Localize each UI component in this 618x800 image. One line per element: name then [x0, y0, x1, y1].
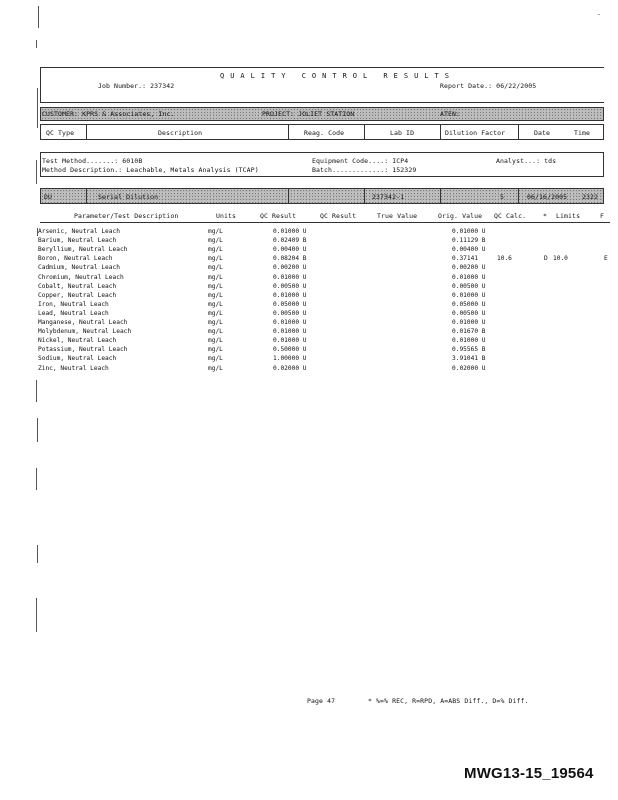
divider	[518, 124, 519, 140]
cell-orig-value: 0.00400 U	[452, 246, 486, 254]
hdr-star: *	[543, 212, 548, 220]
hdr-qc-result: QC Result	[260, 212, 297, 220]
hdr-orig-value: Orig. Value	[438, 212, 483, 220]
cell-orig-value: 3.91041 B	[452, 355, 486, 363]
cell-orig-value: 0.01000 U	[452, 337, 486, 345]
scan-mark	[36, 160, 37, 184]
col-reag-code: Reag. Code	[304, 129, 345, 137]
legend: * %=% REC, R=RPD, A=ABS Diff., D=% Diff.	[368, 697, 529, 705]
cell-qc-result: 0.08204 B	[273, 255, 307, 263]
hdr-qc-calc: QC Calc.	[494, 212, 527, 220]
cell-units: mg/L	[208, 255, 223, 263]
cell-parameter: Cadmium, Neutral Leach	[38, 264, 120, 272]
cell-units: mg/L	[208, 237, 223, 245]
cell-units: mg/L	[208, 282, 223, 290]
divider	[288, 124, 289, 140]
scan-mark	[37, 88, 38, 128]
cell-orig-value: 0.01000 U	[452, 291, 486, 299]
divider	[364, 188, 365, 204]
cell-units: mg/L	[208, 309, 223, 317]
equipment-code: Equipment Code....: ICP4	[312, 157, 409, 165]
cell-orig-value: 0.00500 U	[452, 282, 486, 290]
cell-parameter: Cobalt, Neutral Leach	[38, 282, 117, 290]
batch: Batch.............: 152329	[312, 166, 417, 174]
cell-parameter: Chromium, Neutral Leach	[38, 273, 124, 281]
divider	[86, 188, 87, 204]
cell-parameter: Nickel, Neutral Leach	[38, 337, 117, 345]
qc-type-value: DU	[44, 193, 53, 201]
cell-qc-result: 0.01000 U	[273, 328, 307, 336]
scan-mark	[38, 6, 39, 28]
cell-parameter: Manganese, Neutral Leach	[38, 319, 128, 326]
cell-parameter: Beryllium, Neutral Leach	[38, 246, 128, 254]
cell-orig-value: 0.95565 B	[452, 346, 486, 354]
cell-flag: E	[604, 255, 608, 263]
scan-mark	[36, 598, 37, 632]
qc-time-value: 2322	[582, 193, 599, 201]
divider	[288, 188, 289, 204]
hdr-f: F	[600, 212, 605, 220]
cell-parameter: Copper, Neutral Leach	[38, 291, 117, 299]
cell-orig-value: 0.02000 U	[452, 364, 486, 372]
cell-units: mg/L	[208, 346, 223, 354]
report-title: QUALITY CONTROL RESULTS	[220, 72, 455, 80]
cell-qc-result: 0.05000 U	[273, 300, 307, 308]
cell-qc-calc: 10.6	[497, 255, 512, 263]
cell-units: mg/L	[208, 228, 223, 235]
cell-orig-value: 0.01000 U	[452, 273, 486, 281]
scan-mark	[36, 40, 37, 48]
cell-units: mg/L	[208, 337, 223, 345]
qc-date-value: 06/16/2005	[527, 193, 568, 201]
cell-qc-result: 1.00000 U	[273, 355, 307, 363]
scan-mark	[37, 545, 38, 563]
cell-orig-value: 0.11129 B	[452, 237, 486, 245]
aten-label: ATEN:	[440, 110, 461, 118]
qc-desc-value: Serial Dilution	[98, 193, 159, 201]
hdr-units: Units	[216, 212, 237, 220]
cell-orig-value: 0.00500 U	[452, 309, 486, 317]
cell-orig-value: 0.01000 U	[452, 319, 486, 326]
divider	[364, 124, 365, 140]
qc-lab-id-value: 237342-1	[372, 193, 405, 201]
cell-orig-value: 0.01670 B	[452, 328, 486, 336]
cell-orig-value: 0.37141	[452, 255, 479, 263]
cell-units: mg/L	[208, 319, 223, 326]
hdr-limits: Limits	[556, 212, 581, 220]
cell-parameter: Barium, Neutral Leach	[38, 237, 117, 245]
cell-parameter: Lead, Neutral Leach	[38, 309, 109, 317]
cell-qc-result: 0.01000 U	[273, 319, 307, 326]
cell-units: mg/L	[208, 264, 223, 272]
divider	[440, 188, 441, 204]
cell-qc-result: 0.00400 U	[273, 246, 307, 254]
report-date: Report Date.: 06/22/2005	[440, 82, 537, 90]
scan-mark	[36, 468, 37, 490]
cell-parameter: Sodium, Neutral Leach	[38, 355, 117, 363]
cell-qc-result: 0.50000 U	[273, 346, 307, 354]
cell-parameter: Molybdenum, Neutral Leach	[38, 328, 132, 336]
cell-star: D	[544, 255, 548, 263]
cell-units: mg/L	[208, 364, 223, 372]
scan-mark	[36, 380, 37, 402]
cell-qc-result: 0.00500 U	[273, 282, 307, 290]
document-id: MWG13-15_19564	[464, 765, 594, 782]
header-rule	[40, 222, 610, 223]
cell-orig-value: 0.00200 U	[452, 264, 486, 272]
customer-name: CUSTOMER: KPRS & Associates, Inc.	[42, 110, 175, 118]
hdr-true-value: True Value	[377, 212, 418, 220]
col-qc-type: QC Type	[46, 129, 75, 137]
col-date: Date	[534, 129, 551, 137]
cell-qc-result: 0.00500 U	[273, 309, 307, 317]
hdr-qc-result-2: QC Result	[320, 212, 357, 220]
cell-orig-value: 0.05000 U	[452, 300, 486, 308]
cell-qc-result: 0.01000 U	[273, 273, 307, 281]
project-name: PROJECT: JOLIET STATION	[262, 110, 355, 118]
page-number: Page 47	[307, 697, 336, 705]
col-dilution-factor: Dilution Factor	[445, 129, 506, 137]
cell-units: mg/L	[208, 246, 223, 254]
divider	[440, 124, 441, 140]
analyst: Analyst...: tds	[496, 157, 557, 165]
cell-qc-result: 0.01000 U	[273, 228, 307, 235]
cell-parameter: Potassium, Neutral Leach	[38, 346, 128, 354]
test-method: Test Method.......: 6010B	[42, 157, 143, 165]
cell-qc-result: 0.01000 U	[273, 337, 307, 345]
cell-units: mg/L	[208, 300, 223, 308]
divider	[86, 124, 87, 140]
scan-mark: -	[597, 10, 602, 18]
cell-qc-result: 0.01000 U	[273, 291, 307, 299]
cell-units: mg/L	[208, 355, 223, 363]
divider	[518, 188, 519, 204]
hdr-parameter: Parameter/Test Description	[74, 212, 179, 220]
cell-qc-result: 0.02409 B	[273, 237, 307, 245]
qc-dilution-value: 5	[500, 193, 505, 201]
cell-units: mg/L	[208, 291, 223, 299]
cell-qc-result: 0.00200 U	[273, 264, 307, 272]
cell-parameter: Iron, Neutral Leach	[38, 300, 109, 308]
scan-mark	[37, 418, 38, 442]
job-number: Job Number.: 237342	[98, 82, 175, 90]
cell-parameter: Arsenic, Neutral Leach	[38, 228, 120, 235]
cell-limits: 10.0	[553, 255, 568, 263]
method-description: Method Description.: Leachable, Metals Analysis (TCAP)	[42, 166, 259, 174]
cell-units: mg/L	[208, 328, 223, 336]
cell-parameter: Boron, Neutral Leach	[38, 255, 113, 263]
col-lab-id: Lab ID	[390, 129, 415, 137]
cell-qc-result: 0.02000 U	[273, 364, 307, 372]
col-time: Time	[574, 129, 591, 137]
cell-units: mg/L	[208, 273, 223, 281]
cell-parameter: Zinc, Neutral Leach	[38, 364, 109, 372]
col-description: Description	[158, 129, 203, 137]
cell-orig-value: 0.01000 U	[452, 228, 486, 235]
